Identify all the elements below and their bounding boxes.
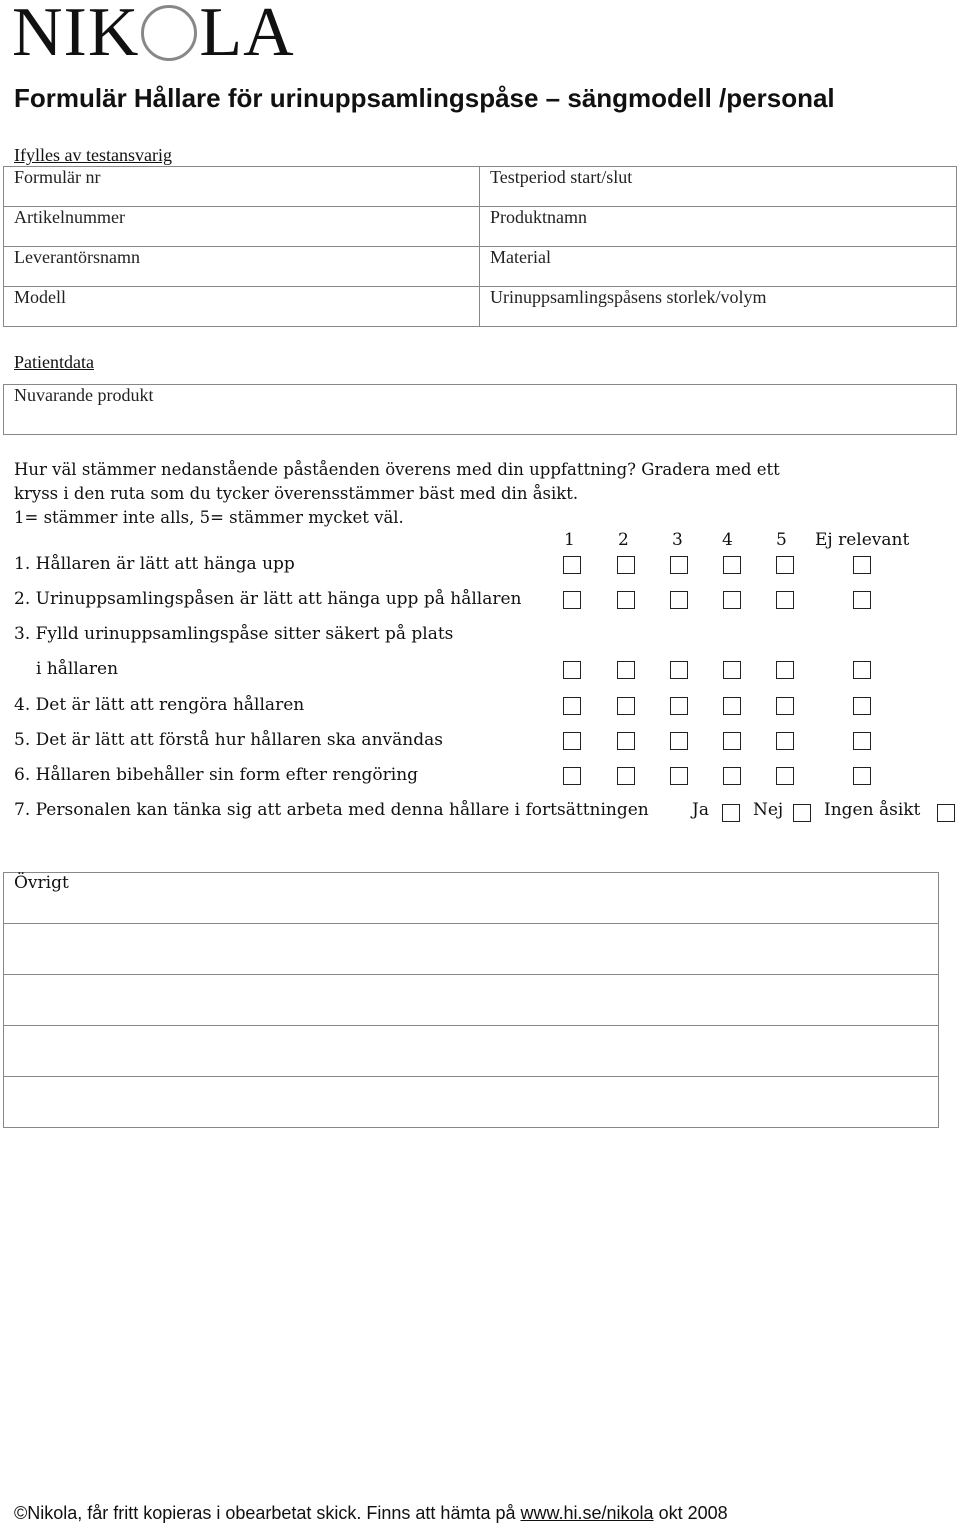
question-3-rating-4-checkbox[interactable] xyxy=(723,661,741,679)
field-test-period[interactable]: Testperiod start/slut xyxy=(480,167,957,207)
other-comments-line[interactable] xyxy=(4,975,939,1026)
question-5-rating-not-relevant-checkbox[interactable] xyxy=(853,732,871,750)
field-model[interactable]: Modell xyxy=(4,287,480,327)
question-5-rating-1-checkbox[interactable] xyxy=(563,732,581,750)
logo-text-right: LA xyxy=(199,0,295,71)
question-6-rating-not-relevant-checkbox[interactable] xyxy=(853,767,871,785)
question-7-yes-label: Ja xyxy=(692,800,709,820)
field-product-name[interactable]: Produktnamn xyxy=(480,207,957,247)
question-6-text: 6. Hållaren bibehåller sin form efter rengöring xyxy=(14,765,419,785)
scale-label-2: 2 xyxy=(618,530,629,550)
question-4-rating-not-relevant-checkbox[interactable] xyxy=(853,697,871,715)
instructions-line-1: Hur väl stämmer nedanstående påståenden överens med din uppfattning? Gradera med ett xyxy=(14,460,780,479)
question-6-rating-2-checkbox[interactable] xyxy=(617,767,635,785)
question-4-rating-5-checkbox[interactable] xyxy=(776,697,794,715)
test-info-table xyxy=(3,166,957,327)
question-7-no-label: Nej xyxy=(753,800,784,820)
question-4-rating-4-checkbox[interactable] xyxy=(723,697,741,715)
question-3-rating-not-relevant-checkbox[interactable] xyxy=(853,661,871,679)
instructions-line-2: kryss i den ruta som du tycker överensstämmer bäst med din åsikt. xyxy=(14,484,579,503)
logo-text-left: NIK xyxy=(12,0,140,71)
footer-link[interactable]: www.hi.se/nikola xyxy=(520,1503,654,1523)
question-5-rating-4-checkbox[interactable] xyxy=(723,732,741,750)
other-comments-line[interactable] xyxy=(4,924,939,975)
question-7-no-opinion-checkbox[interactable] xyxy=(937,804,955,822)
question-4-rating-2-checkbox[interactable] xyxy=(617,697,635,715)
field-supplier-name[interactable]: Leverantörsnamn xyxy=(4,247,480,287)
question-4-rating-1-checkbox[interactable] xyxy=(563,697,581,715)
question-6-rating-4-checkbox[interactable] xyxy=(723,767,741,785)
scale-label-5: 5 xyxy=(776,530,787,550)
question-7-text: 7. Personalen kan tänka sig att arbeta med denna hållare i fortsättningen xyxy=(14,800,649,820)
question-5-rating-3-checkbox[interactable] xyxy=(670,732,688,750)
nikola-logo xyxy=(12,0,295,71)
question-1-text: 1. Hållaren är lätt att hänga upp xyxy=(14,554,295,574)
question-4-text: 4. Det är lätt att rengöra hållaren xyxy=(14,695,305,715)
question-5-text: 5. Det är lätt att förstå hur hållaren ska användas xyxy=(14,730,443,750)
question-2-rating-not-relevant-checkbox[interactable] xyxy=(853,591,871,609)
question-3-rating-1-checkbox[interactable] xyxy=(563,661,581,679)
scale-label-3: 3 xyxy=(672,530,683,550)
other-comments-table xyxy=(3,872,939,1128)
question-2-rating-5-checkbox[interactable] xyxy=(776,591,794,609)
field-article-number[interactable]: Artikelnummer xyxy=(4,207,480,247)
form-title: Formulär Hållare för urinuppsamlingspåse – sängmodell /personal xyxy=(14,83,835,113)
question-2-rating-3-checkbox[interactable] xyxy=(670,591,688,609)
question-7-no-opinion-label: Ingen åsikt xyxy=(824,800,921,820)
question-5-rating-2-checkbox[interactable] xyxy=(617,732,635,750)
section-heading-test-responsible: Ifylles av testansvarig xyxy=(14,145,172,165)
other-comments-label[interactable]: Övrigt xyxy=(4,873,939,924)
other-comments-line[interactable] xyxy=(4,1026,939,1077)
section-heading-patient-data: Patientdata xyxy=(14,352,94,372)
question-3-text-cont: i hållaren xyxy=(36,659,119,679)
question-2-rating-2-checkbox[interactable] xyxy=(617,591,635,609)
question-1-rating-2-checkbox[interactable] xyxy=(617,556,635,574)
question-1-rating-4-checkbox[interactable] xyxy=(723,556,741,574)
question-3-rating-2-checkbox[interactable] xyxy=(617,661,635,679)
footer-copyright: ©Nikola, får fritt kopieras i obearbetat skick. Finns att hämta på xyxy=(14,1503,516,1523)
question-2-text: 2. Urinuppsamlingspåsen är lätt att hänga upp på hållaren xyxy=(14,589,522,609)
footer-date: okt 2008 xyxy=(658,1503,728,1523)
question-6-rating-3-checkbox[interactable] xyxy=(670,767,688,785)
footer xyxy=(14,1503,728,1524)
other-comments-line[interactable] xyxy=(4,1077,939,1128)
question-7-yes-checkbox[interactable] xyxy=(722,804,740,822)
field-form-number[interactable]: Formulär nr xyxy=(4,167,480,207)
field-bag-size[interactable]: Urinuppsamlingspåsens storlek/volym xyxy=(480,287,957,327)
question-2-rating-4-checkbox[interactable] xyxy=(723,591,741,609)
question-5-rating-5-checkbox[interactable] xyxy=(776,732,794,750)
question-7-no-checkbox[interactable] xyxy=(793,804,811,822)
scale-label-1: 1 xyxy=(564,530,575,550)
question-1-rating-5-checkbox[interactable] xyxy=(776,556,794,574)
question-6-rating-1-checkbox[interactable] xyxy=(563,767,581,785)
question-3-rating-3-checkbox[interactable] xyxy=(670,661,688,679)
question-3-rating-5-checkbox[interactable] xyxy=(776,661,794,679)
question-3-text: 3. Fylld urinuppsamlingspåse sitter säkert på plats xyxy=(14,624,454,644)
question-6-rating-5-checkbox[interactable] xyxy=(776,767,794,785)
field-material[interactable]: Material xyxy=(480,247,957,287)
question-1-rating-not-relevant-checkbox[interactable] xyxy=(853,556,871,574)
question-4-rating-3-checkbox[interactable] xyxy=(670,697,688,715)
logo-ring-icon xyxy=(141,5,197,61)
instructions-line-3: 1= stämmer inte alls, 5= stämmer mycket väl. xyxy=(14,508,404,527)
scale-label-not-relevant: Ej relevant xyxy=(815,530,910,550)
patient-data-table xyxy=(3,384,957,435)
field-current-product[interactable]: Nuvarande produkt xyxy=(4,385,957,435)
question-2-rating-1-checkbox[interactable] xyxy=(563,591,581,609)
question-1-rating-3-checkbox[interactable] xyxy=(670,556,688,574)
scale-label-4: 4 xyxy=(722,530,733,550)
question-1-rating-1-checkbox[interactable] xyxy=(563,556,581,574)
